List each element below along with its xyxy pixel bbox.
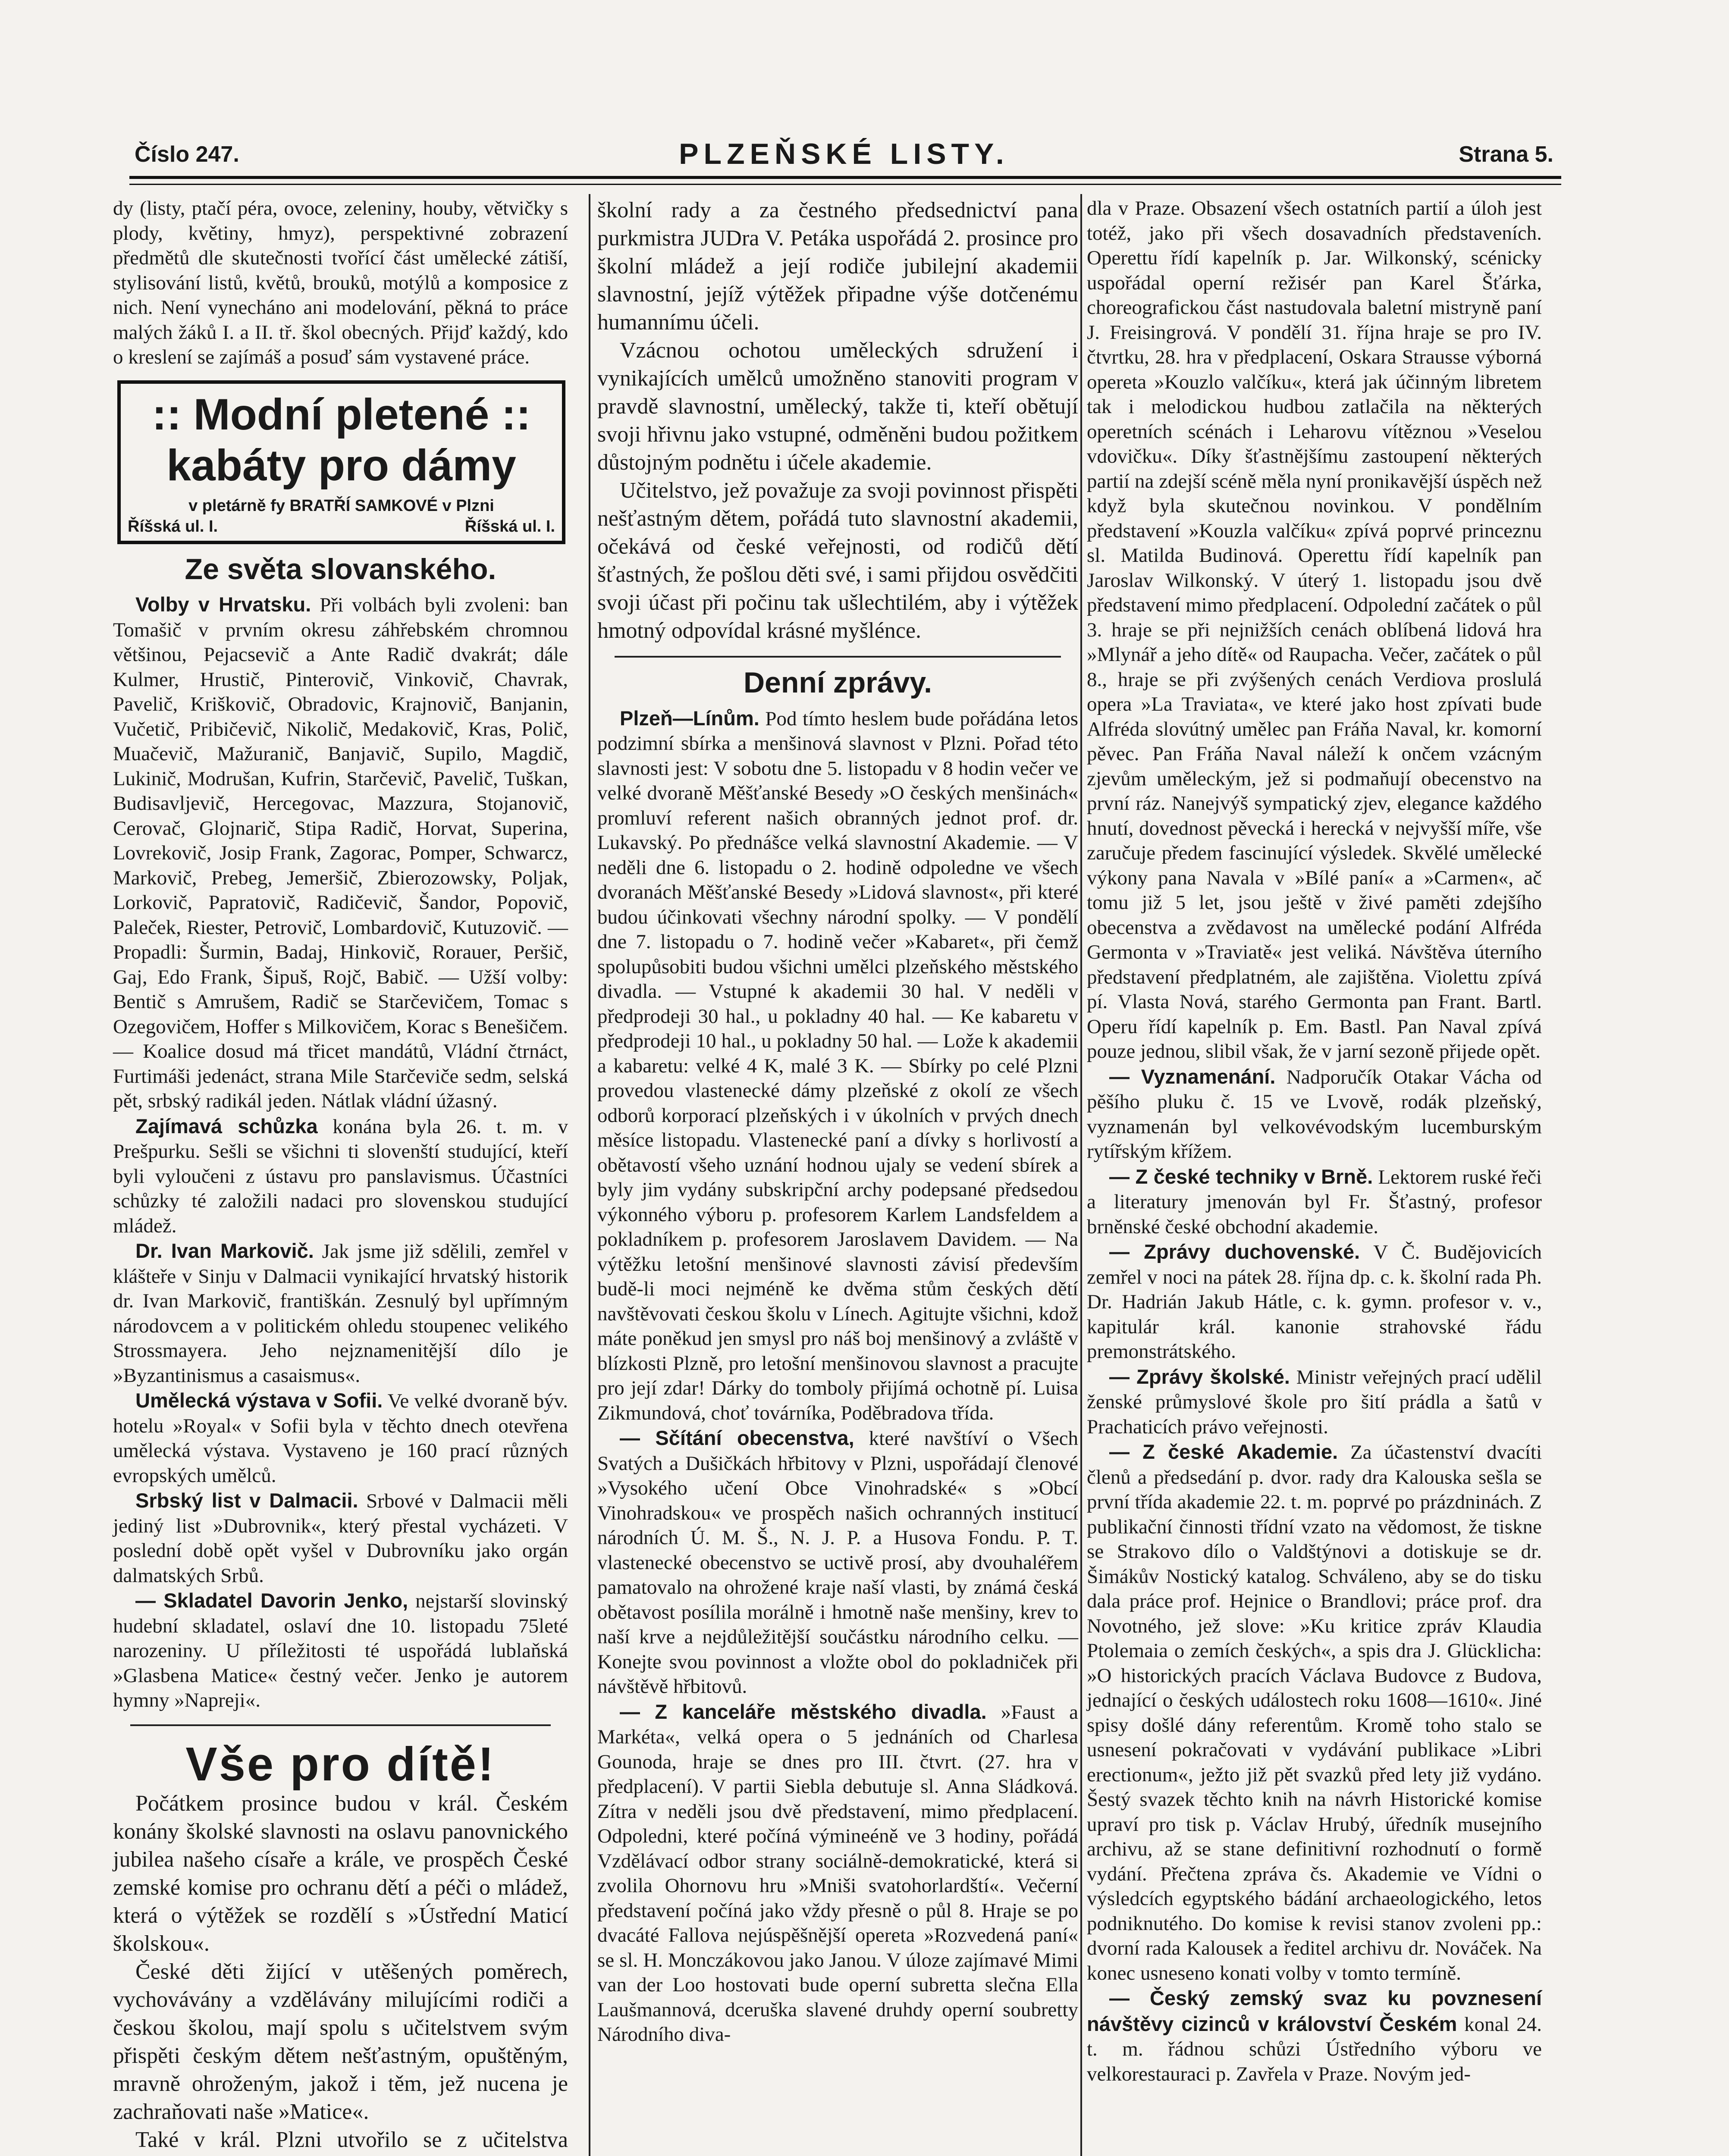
article-paragraph: dla v Praze. Obsazení všech ostatních partií a úloh jest totéž, jako při všech dosavadních představeních. Operettu řídí kapelník p. Jar. Wilkonský, scénicky uspořádal operní režisér pan Karel Šťárka, choreografickou část nastudovala baletní mistryně paní J. Freisingrová. V pondělí 31. října hraje se pro IV. čtvrtku, 28. hra v předplacení, Oskara Strausse výborná opereta »Kouzlo valčíku«, která jak účinným libretem tak i melodickou hudbou zatlačila na některých operetních scénách i Leharovu vítěznou »Veselou vdovičku«. Díky šťastnějšímu zastoupení některých partií na zdejší scéně měla nyní pronikavější úspěch než když byla skutečnou novinkou. V pondělním představení »Kouzla valčíku« zpívá poprvé princeznu sl. Matilda Budinová. Operettu řídí kapelník pan Jaroslav Wilkonský. V úterý 1. listopadu jsou dvě představení mimo předplacení. Odpolední začátek o půl 3. hraje se při nejnižších cenách oblíbená lidová hra »Mlynář a jeho dítě« od Raupacha. Večer, začátek o půl 8., hraje se při zvýšených cenách Verdiova proslulá opera »La Traviata«, ve které jako host zpívati bude Alfréda slovútný umělec pan Fráňa Naval, kr. komorní pěvec. Pan Fráňa Naval náleží k ončem vzácným zjevům uměleckým, jež si podmaňují obecenstvo na první ráz. Nanejvýš sympatický zjev, elegance každého hnutí, dovednost pěvecká i herecká v nejvyšší míře, vše zaručuje předem fascinující výsledek. Skvělé umělecké výkony pana Navala v »Bílé paní« a »Carmen«, ač tomu již 5 let, jsou ještě v živé paměti zdejšího obecenstva a zvědavost na umělecké podání Alfréda Germonta v »Traviatě« jest veliká. Návštěva úterního představení předplatném, ale zajištěna. Violettu zpívá pí. Vlasta Nová, starého Germonta pan Frant. Bartl. Operu řídí kapelník p. Em. Bastl. Pan Naval zpívá pouze jednou, slibil však, že v jarní sezoně přijede opět. (1087, 197, 1542, 1062)
news-item-title: — Sčítání obecenstva, (620, 1426, 854, 1449)
news-item (113, 592, 568, 1114)
page-header (135, 137, 1553, 176)
news-item (1087, 1439, 1542, 1986)
section-heading: Denní zprávy. (743, 666, 932, 699)
news-item-title: — Český zemský svaz ku povznesení návštěvy cizinců v království Českém (1087, 1987, 1542, 2035)
advertisement-box (117, 380, 565, 544)
news-item-body: konána byla 26. t. m. v Prešpurku. Sešli se všichni ti slovenští studující, kteří byli vyloučeni z ústavu pro panslavismus. Účastníci schůzky té založili nadaci pro slovenskou studující mládež. (113, 1115, 568, 1237)
column-divider (589, 194, 590, 2156)
separator-rule (615, 656, 1061, 658)
news-item (597, 1699, 1078, 2047)
news-item-body: nejstarší slovinský hudební skladatel, oslaví dne 10. listopadu 75leté narozeniny. U příležitosti té uspořádá lublaňská »Glasbena Matice« čestný večer. Jenko je autorem hymny »Napreji«. (113, 1590, 568, 1711)
news-item (1087, 1164, 1542, 1240)
separator-rule (130, 1724, 551, 1726)
news-item-title: — Z kanceláře městského divadla. (620, 1700, 987, 1723)
news-item-body: Ve velké dvoraně býv. hotelu »Royal« v Sofii byla v těchto dnech otevřena umělecká výstava. Vystaveno je 160 prací různých evropských umělců. (113, 1390, 568, 1487)
ad-headline-1: :: Modní pletené :: (152, 389, 531, 439)
news-item-body: Lektorem ruské řeči a literatury jmenován byl Fr. Šťastný, profesor brněnské české obchodní akademie. (1087, 1166, 1542, 1238)
section-heading: Ze světa slovanského. (185, 552, 496, 586)
news-item (113, 1388, 568, 1488)
news-item-title: — Skladatel Davorin Jenko, (135, 1589, 408, 1612)
masthead-title: PLZEŇSKÉ LISTY. (679, 138, 1009, 170)
ad-headline-2: kabáty pro dámy (166, 440, 516, 490)
news-item (1087, 1064, 1542, 1164)
news-item-body: konal 24. t. m. řádnou schůzi Ústředního výboru ve velkorestauraci p. Zavřela v Praze. Novým jed- (1087, 2013, 1542, 2085)
ad-address-right: Říšská ul. I. (464, 517, 555, 536)
ad-address-line (128, 517, 555, 536)
column-1 (113, 196, 568, 2156)
ad-shop-line: v pletárně fy BRATŘÍ SAMKOVÉ v Plzni (188, 496, 494, 515)
article-paragraph: Učitelstvo, jež považuje za svoji povinnost přispěti nešťastným dětem, pořádá tuto slavnostní akademii, očekává od české veřejnosti, od rodičů dětí šťastných, že pošlou děti své, i sami přijdou osvědčiti svoji účast při počinu tak ušlechtilém, aby i výtěžek hmotný odpovídal krásné myšlénce. (597, 478, 1078, 643)
news-item-title: Umělecká výstava v Sofii. (135, 1389, 383, 1412)
news-item-title: Srbský list v Dalmacii. (135, 1489, 358, 1512)
column-2 (597, 196, 1078, 2047)
news-item-body: Při volbách byli zvoleni: ban Tomašič v prvním okresu záhřebském chromnou většinou, Pejacsevič a Ante Radič dvakrát; dále Kulmer, Hrustič, Pinterovič, Vinkovič, Chavrak, Pavelič, Kriškovič, Obradovic, Krajnovič, Banjanin, Vučetič, Pribičevič, Nikolič, Medakovič, Kras, Polič, Muačevič, Mažuranič, Banjavič, Supilo, Magdič, Lukinič, Modrušan, Kufrin, Starčevič, Pavelič, Tuškan, Budisavljevič, Hercegovac, Mazzura, Stojanovič, Cerovač, Glojnarič, Stipa Radič, Horvat, Superina, Lovrekovič, Josip Frank, Zagorac, Pomper, Schwarcz, Markovič, Prebeg, Jemeršič, Zbierozowsky, Poljak, Lorkovič, Papratovič, Radičevič, Šandor, Popovič, Paleček, Riester, Petrovič, Lombardovič, Kutuzovič. — Propadli: Šurmin, Badaj, Hinkovič, Rorauer, Peršič, Gaj, Edo Frank, Šipuš, Rojč, Babič. — Užší volby: Bentič s Amrušem, Radič se Starčevičem, Tomac s Ozegovičem, Hoffer s Milkovičem, Korac s Benešičem. — Koalice dosud má třicet mandátů, Vládní čtrnáct, Furtimáši jedenáct, strana Mile Starčeviče sedm, selská pět, srbský radikál jeden. Nátlak vládní úžasný. (113, 594, 568, 1112)
article-paragraph: Vzácnou ochotou uměleckých sdružení i vynikajících umělců umožněno stanoviti program v pravdě slavnostní, umělecký, takže ti, kteří obětují svoji hřivnu jako vstupné, odměněni budou požitkem důstojným podnětu i účele akademie. (597, 338, 1078, 475)
column-divider (1080, 194, 1082, 2156)
news-item (113, 1488, 568, 1588)
news-item-title: — Z české Akademie. (1109, 1440, 1338, 1463)
news-item-body: V Č. Budějovicích zemřel v noci na pátek 28. října dp. c. k. školní rada Ph. Dr. Hadrián Jakub Hátle, c. k. gymn. profesor v. v., kapitulár král. kanonie strahovské řádu premonstrátského. (1087, 1241, 1542, 1363)
column-3 (1087, 196, 1542, 2087)
news-item-body: Za účastenství dvacíti členů a předsedání p. dvor. rady dra Kalouska sešla se první třída akademie 22. t. m. poprvé po prázdninách. Z publikační činnosti třídní vzato na vědomost, že tiskne se Strakovo dílo o Valdštýnovi a dotiskuje se dr. Šimákův Nostický katalog. Schváleno, aby se do tisku dala práce prof. Hejnice o Brandlovi; práce prof. dra Novotného, jež slove: »Ku kritice zpráv Klaudia Ptolemaia o zemích českých«, a spis dra J. Glücklicha: »O historických pracích Václava Budovce z Budova, jednající o českých událostech roku 1608—1610«. Jiné spisy došlé dány referentům. Kromě toho stalo se usnesení pokračovati v vydávání publikace »Libri erectionum«, ježto již pět svazků před lety již vydáno. Šestý svazek těchto knih na návrh Historické komise upraví pro tisk p. Václav Hrubý, úředník musejního archivu, až se stane definitivní rozhodnutí o formě vydání. Přečtena zpráva čs. Akademie ve Vídni o výsledcích egyptského bádání archaeologického, letos podniknutého. Do komise k revisi stanov zvoleni pp.: dvorní rada Kalousek a ředitel archivu dr. Nováček. Na konec usneseno konati volby v tomto termíně. (1087, 1441, 1542, 1984)
news-item-title: — Zprávy duchovenské. (1109, 1240, 1360, 1263)
news-item (1087, 1364, 1542, 1440)
ad-address-left: Říšská ul. I. (128, 517, 218, 536)
news-item (113, 1114, 568, 1239)
news-item-title: Plzeň—Línům. (620, 706, 759, 730)
news-item-title: Volby v Hrvatsku. (135, 593, 311, 616)
news-item-body: Pod tímto heslem bude pořádána letos podzimní sbírka a menšinová slavnost v Plzni. Pořad této slavnosti jest: V sobotu dne 5. listopadu v 8 hodin večer ve velké dvoraně Měšťanské Besedy »O českých menšinách« promluví referent našich obranných jednot prof. dr. Lukavský. Po přednášce velká slavnostní Akademie. — V neděli dne 6. listopadu o 2. hodině odpoledne ve všech dvoranách Měšťanské Besedy »Lidová slavnost«, při které budou účinkovati všechny národní spolky. — V pondělí dne 7. listopadu o 7. hodině večer »Kabaret«, při čemž spolupůsobiti budou všichni umělci plzeňského městského divadla. — Vstupné k akademii 30 hal. V neděli v předprodeji 30 hal., u pokladny 40 hal. — Ke kabaretu v předprodeji 10 hal., u pokladny 50 hal. — Lože k akademii a kabaretu: velké 4 K, malé 3 K. — Sbírky po celé Plzni provedou vlastenecké dámy plzeňské z okolí ze všech odborů korporací plzeňských i v úkolních v prvých dnech měsíce listopadu. Vlastenecké paní a dívky s horlivostí a obětavostí všeho uznání hodnou ujaly se vedení sbírek a byly jim vydány subskripční archy podepsané předsedou výkonného výboru p. profesorem Karlem Landsfeldem a pokladníkem p. profesorem Jaroslavem Davidem. — Na výtěžku letošní menšinové slavnosti závisí především budě-li moci nejméně ke dvěma stům českých dětí navštěvovati českou školu v Línech. Agitujte všichni, kdož máte poněkud jen smysl pro náš boj menšinový a zvláště v blízkosti Plzně, pro letošní menšinovou slavnost a pracujte pro její zdar! Dárky do tomboly přijímá ochotně pí. Luisa Zikmundová, choť továrníka, Poděbradova třída. (597, 707, 1078, 1424)
news-item-body: Srbové v Dalmacii měli jediný list »Dubrovnik«, který přestal vycházeti. V poslední době opět vyšel v Dubrovníku jako orgán dalmatských Srbů. (113, 1490, 568, 1587)
news-item (1087, 1239, 1542, 1364)
header-rule-thin (129, 184, 1561, 185)
article-paragraph: dy (listy, ptačí péra, ovoce, zeleniny, houby, větvičky s plody, květiny, hmyz), perspektivné zobrazení předmětů dle skutečnosti tvořící část umělecké zátiší, stylisování listů, květů, brouků, motýlů a komposice z nich. Není vynecháno ani modelování, pěkná to práce malých žáků I. a II. tř. škol obecných. Přijď každý, kdo o kreslení se zajímáš a posuď sám vystavené práce. (113, 197, 568, 368)
news-item-body: Nadporučík Otakar Vácha od pěšího pluku č. 15 ve Lvově, rodák plzeňský, vyznamenán byl velkovévodským lucemburským rytířským křížem. (1087, 1065, 1542, 1163)
news-item-title: — Z české techniky v Brně. (1109, 1165, 1373, 1188)
header-rule (129, 176, 1561, 179)
news-item-body: »Faust a Markéta«, velká opera o 5 jednáních od Charlesa Gounoda, hraje se dnes pro III. čtvrt. (27. hra v předplacení). V partii Siebla debutuje sl. Anna Sládková. Zítra v neděli jsou dvě představení, mimo předplacení. Odpoledni, které počíná výmineéně ve 3 hodiny, pořádá Vzdělávací odbor strany sociálně-demokratické, která si zvolila Ohornovu hru »Mniši svatohorlardští«. Večerní představení počíná jako vždy přesně o půl 8. Hraje se po dvacáté Fallova nejúspěšnější opereta »Rozvedená paní« se sl. H. Monczákovou jako Janou. V úloze zajímavé Mimi van der Loo hostovati bude operní subretta slečna Ella Laušmannová, dceruška slavené druhdy operní soubretty Národního diva- (597, 1701, 1078, 2046)
article-paragraph: České děti žijící v utěšených poměrech, vychovávány a vzdělávány milujícími rodiči a českou školou, mají spolu s učitelstvem svým přispěti českým dětem nešťastným, opuštěným, mravně ohroženým, jakož i těm, jež nucena je zachraňovati naše »Matice«. (113, 1959, 568, 2124)
issue-number: Číslo 247. (135, 142, 239, 167)
news-item (1087, 1986, 1542, 2087)
article-paragraph: Počátkem prosince budou v král. Českém konány školské slavnosti na oslavu panovnického jubilea našeho císaře a krále, ve prospěch České zemské komise pro ochranu dětí a péči o mládež, která o výtěžek se rozdělí s »Ústřední Maticí školskou«. (113, 1791, 568, 1956)
news-item (597, 1426, 1078, 1699)
news-item-body: Ministr veřejných prací udělil ženské průmyslové škole pro šití prádla a šatů v Prachaticích právo veřejnosti. (1087, 1366, 1542, 1438)
news-item-body: Jak jsme již sdělili, zemřel v klášteře v Sinju v Dalmacii vynikající hrvatský historik dr. Ivan Markovič, františkán. Zesnulý byl upřímným národovcem a v politickém ohledu stoupenec velikého Strossmayera. Jeho nejznamenitější dílo je »Byzantinismus a casaismus«. (113, 1240, 568, 1387)
news-item (113, 1238, 568, 1388)
page-number: Strana 5. (1459, 142, 1553, 167)
news-item (113, 1588, 568, 1713)
article-paragraph: Také v král. Plzni utvořilo se z učitelstva (135, 2128, 568, 2152)
news-item-body: které navštíví o Všech Svatých a Dušičkách hřbitovy v Plzni, uspořádají členové »Vysokého učení Obce Vinohradské« s »Obcí Vinohradskou« ve prospěch našich ochranných institucí národních Ú. M. Š., N. J. P. a Husova Fondu. P. T. vlastenecké obecenstvo se uctivě prosí, aby dvouhaléřem pamatovalo na ohrožené kraje naší vlasti, by známá česká obětavost posílila morálně i hmotně naše menšiny, krev to naší krve a nejdůležitější součástku národního celku. — Konejte svou povinnost a vložte obol do pokladniček při návštěvě hřbitovů. (597, 1427, 1078, 1698)
news-item-title: — Zprávy školské. (1109, 1365, 1290, 1388)
article-paragraph: školní rady a za čestného předsednictví pana purkmistra JUDra V. Petáka uspořádá 2. prosince pro školní mládež a její rodiče jubilejní akademii slavnostní, jejíž výtěžek připadne výše dotčenému humannímu účeli. (597, 198, 1078, 335)
news-item (597, 706, 1078, 1426)
news-item-title: — Vyznamenání. (1109, 1065, 1276, 1088)
news-item-title: Zajímavá schůzka (135, 1114, 318, 1138)
news-item-title: Dr. Ivan Markovič. (135, 1239, 314, 1262)
article-headline: Vše pro dítě! (185, 1737, 496, 1791)
